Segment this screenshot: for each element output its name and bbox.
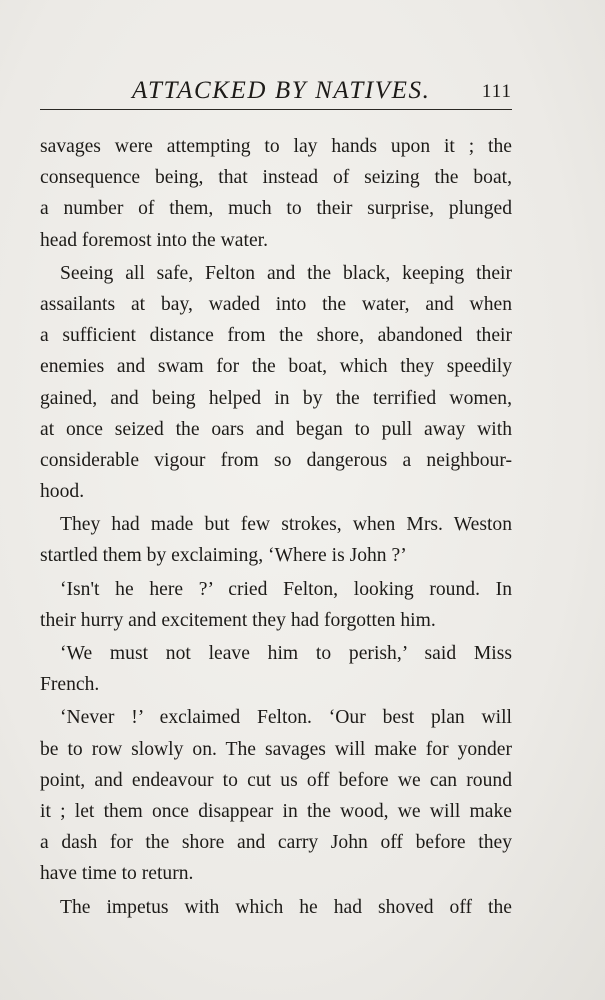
running-title: ATTACKED BY NATIVES. <box>132 77 431 104</box>
text-line: a sufficient distance from the shore, abandoned their <box>40 325 512 347</box>
text-line: startled them by exclaiming, ‘Where is John ?’ <box>40 545 407 567</box>
text-line: The impetus with which he had shoved off the <box>60 896 512 918</box>
text-line: French. <box>40 674 100 696</box>
text-line: have time to return. <box>40 863 194 885</box>
text-line: hood. <box>40 481 85 503</box>
text-line: at once seized the oars and began to pull away with <box>40 418 512 440</box>
text-line: ‘Never !’ exclaimed Felton. ‘Our best plan will <box>60 707 512 729</box>
text-line: consequence being, that instead of seizing the boat, <box>40 167 512 189</box>
text-line: savages were attempting to lay hands upon it ; the <box>40 136 512 157</box>
paragraph <box>40 702 512 889</box>
text-line: ‘Isn't he here ?’ cried Felton, looking round. In <box>60 578 512 600</box>
page-header <box>40 76 512 116</box>
text-line: They had made but few strokes, when Mrs. Weston <box>60 514 512 536</box>
text-line: head foremost into the water. <box>40 229 268 251</box>
text-line: point, and endeavour to cut us off before we can round <box>40 769 512 791</box>
paragraph <box>40 509 512 571</box>
paragraph <box>40 258 512 508</box>
text-line: their hurry and excitement they had forgotten him. <box>40 609 436 631</box>
text-line: enemies and swam for the boat, which they speedily <box>40 356 512 378</box>
text-line: gained, and being helped in by the terrified women, <box>40 387 512 409</box>
paragraph <box>40 638 512 700</box>
paragraph <box>40 574 512 636</box>
body-text <box>40 131 512 925</box>
text-line: it ; let them once disappear in the wood, we will make <box>40 800 512 822</box>
text-line: considerable vigour from so dangerous a neighbour- <box>40 449 512 471</box>
paragraph <box>40 131 512 256</box>
header-rule <box>40 109 512 110</box>
paragraph <box>40 892 512 923</box>
text-line: Seeing all safe, Felton and the black, keeping their <box>60 262 512 284</box>
text-line: a number of them, much to their surprise, plunged <box>40 198 512 220</box>
text-line: be to row slowly on. The savages will make for yonder <box>40 738 512 760</box>
text-line: ‘We must not leave him to perish,’ said Miss <box>60 643 512 664</box>
text-line: assailants at bay, waded into the water, and when <box>40 293 512 315</box>
text-line: a dash for the shore and carry John off before they <box>40 832 512 854</box>
page-number: 111 <box>481 81 512 102</box>
